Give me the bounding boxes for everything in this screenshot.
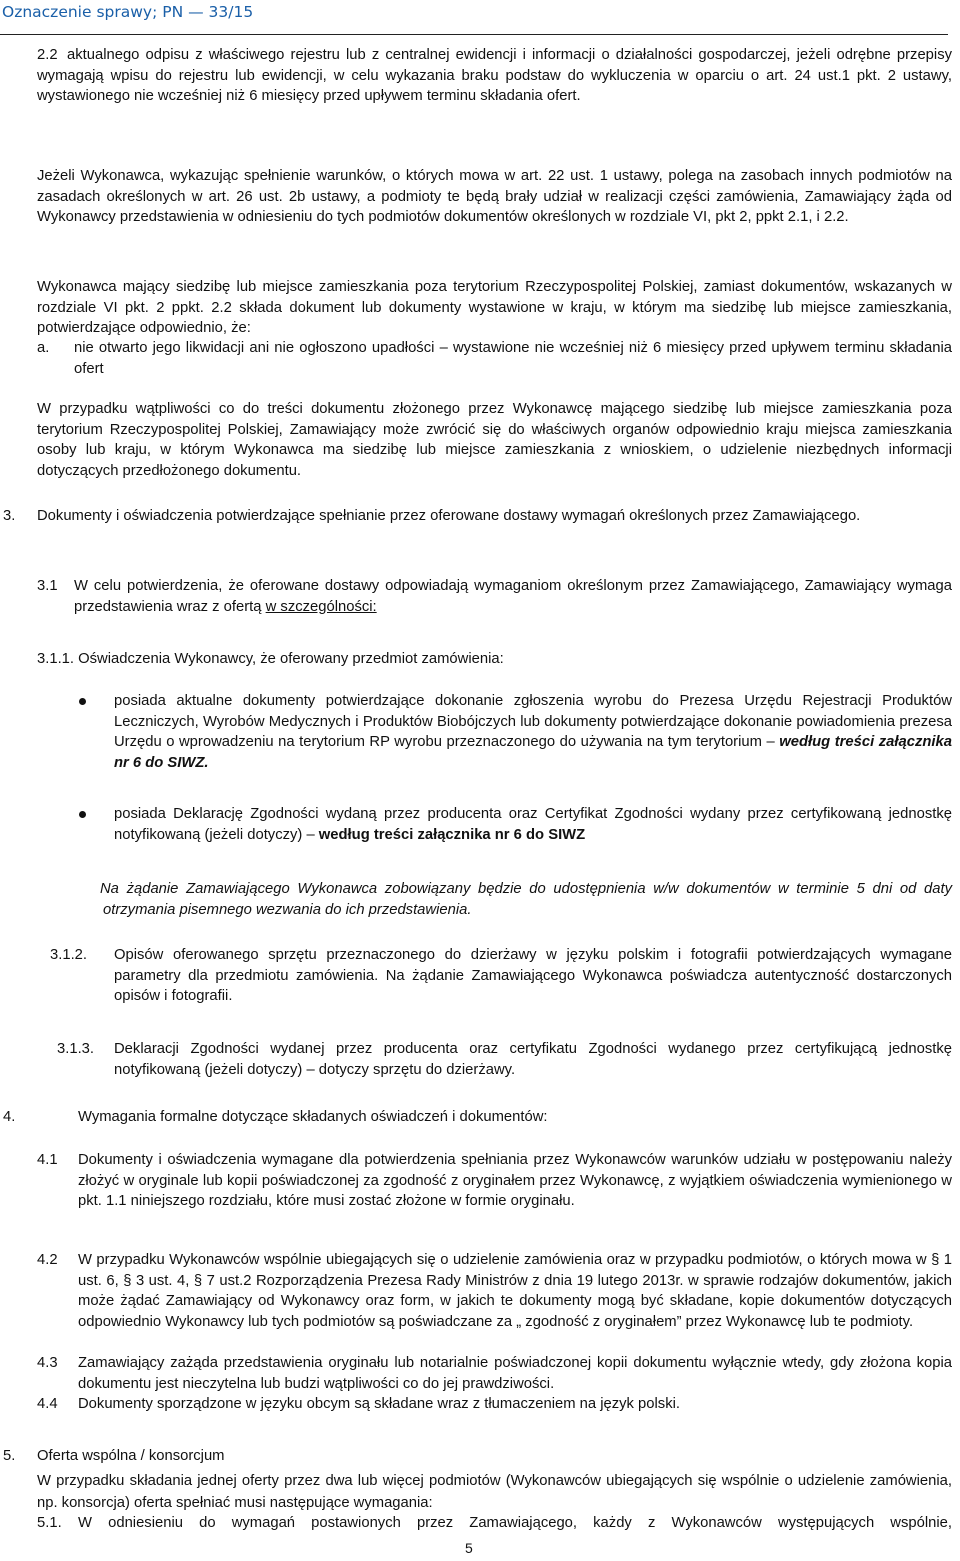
paragraph-3-1-text: W celu potwierdzenia, że oferowane dostawy odpowiadają wymaganiom określonym przez Zamawiającego, Zamawiający wymaga przedstawienia wraz z ofertą xyxy=(74,578,952,615)
case-reference: Oznaczenie sprawy; PN — 33/15 xyxy=(2,3,254,21)
paragraph-2-2: aktualnego odpisu z właściwego rejestru lub z centralnej ewidencji i informacji o działalności gospodarczej, jeżeli odrębne przepisy wymagają wpisu do rejestru lub ewidencji, w celu wykazania braku podstaw do wykluczenia w oparciu o art. 24 ust.1 pkt. 2 ustawy, wystawionego nie wcześniej niż 6 miesięcy przed upływem terminu składania ofert. xyxy=(37,47,952,104)
paragraph-4-3: Zamawiający zażąda przedstawienia oryginału lub notarialnie poświadczonej kopii dokumentu wyłącznie wtedy, gdy złożona kopia dokumentu jest nieczytelna lub budzi wątpliwości co do jej prawdziwości. xyxy=(78,1355,952,1392)
bullet-item-declaration-emphasis: według treści załącznika nr 6 do SIWZ xyxy=(318,826,586,843)
bullet-item-declaration xyxy=(114,804,952,845)
bullet-item-declaration-text: posiada Deklarację Zgodności wydaną przez producenta oraz Certyfikat Zgodności wydany przez certyfikowaną jednostkę notyfikowaną (jeżeli dotyczy) – xyxy=(114,806,952,843)
item-number-3-1-3: 3.1.3. xyxy=(57,1041,95,1057)
paragraph-4-2: W przypadku Wykonawców wspólnie ubiegających się o udzielenie zamówienia oraz w przypadku podmiotów, o których mowa w § 1 ust. 6, § 3 ust. 4, § 7 ust.2 Rozporządzenia Prezesa Rady Ministrów z dnia 19 lutego 2013r. w sprawie rodzajów dokumentów, jakich może żądać Zamawiający od Wykonawcy oraz form, w jakich te dokumenty mogą być składane, kopie dokumentów dotyczących odpowiednio Wykonawcy lub tych podmiotów są poświadczane za „ zgodność z oryginałem” przez Wykonawcę lub te podmioty. xyxy=(78,1252,952,1330)
bullet-icon xyxy=(79,811,86,818)
paragraph-4-4: Dokumenty sporządzone w języku obcym są składane wraz z tłumaczeniem na język polski. xyxy=(78,1396,680,1412)
item-number-3-1: 3.1 xyxy=(37,578,58,594)
note-on-request: Na żądanie Zamawiającego Wykonawca zobowiązany będzie do udostępnienia w/w dokumentów w terminie 5 dni od daty otrzymania pisemnego wezwania do ich przedstawienia. xyxy=(100,881,952,918)
paragraph-doubts: W przypadku wątpliwości co do treści dokumentu złożonego przez Wykonawcę mającego siedzibę lub miejsce zamieszkania poza terytorium Rzeczypospolitej Polskiej, Zamawiający może zwrócić się do właściwych organów odpowiednio kraju miejsca zamieszkania osoby lub kraju, w którym Wykonawca ma siedzibę lub miejsce zamieszkania z wnioskiem, o udzielenie niezbędnych informacji dotyczących przedłożonego dokumentu. xyxy=(37,401,952,479)
page-header xyxy=(0,0,960,36)
bullet-item-registration xyxy=(114,691,952,773)
item-number-3-1-2: 3.1.2. xyxy=(50,947,88,963)
section-heading-4: Wymagania formalne dotyczące składanych oświadczeń i dokumentów: xyxy=(78,1109,548,1125)
section-number-3: 3. xyxy=(3,508,16,524)
paragraph-3-1 xyxy=(74,576,952,617)
paragraph-3-1-3: Deklaracji Zgodności wydanej przez producenta oraz certyfikatu Zgodności wydanego przez certyfikującą jednostkę notyfikowaną (jeżeli dotyczy) – dotyczy sprzętu do dzierżawy. xyxy=(114,1041,952,1078)
paragraph-foreign-contractor: Wykonawca mający siedzibę lub miejsce zamieszkania poza terytorium Rzeczypospolitej Polskiej, zamiast dokumentów, wskazanych w rozdziale VI pkt. 2 ppkt. 2.2 składa dokument lub dokumenty wystawione w kraju, w którym ma siedzibę lub miejsce zamieszkania, potwierdzające odpowiednio, że: xyxy=(37,279,952,336)
item-number-4-4: 4.4 xyxy=(37,1396,58,1412)
item-number-2-2: 2.2 xyxy=(37,47,58,63)
paragraph-3-1-2: Opisów oferowanego sprzętu przeznaczonego do dzierżawy w języku polskim i fotografii potwierdzających wymagane parametry dla przedmiotu zamówienia. Na żądanie Zamawiającego Wykonawca poświadcza autentyczność dostarczonych opisów i fotografii. xyxy=(114,947,952,1004)
bullet-icon xyxy=(79,698,86,705)
section-number-5: 5. xyxy=(3,1448,16,1464)
section-heading-3: Dokumenty i oświadczenia potwierdzające spełnianie przez oferowane dostawy wymagań określonych przez Zamawiającego. xyxy=(37,508,861,524)
item-number-4-1: 4.1 xyxy=(37,1152,58,1168)
bullet-item-registration-text: posiada aktualne dokumenty potwierdzające dokonanie zgłoszenia wyrobu do Prezesa Urzędu Rejestracji Produktów Leczniczych, Wyrobów Medycznych i Produktów Biobójczych lub dokumenty potwierdzające dokonanie powiadomienia prezesa Urzędu o wprowadzeniu na terytorium RP wyrobu przeznaczonego do używania na tym terytorium – xyxy=(114,693,952,750)
paragraph-5-1: W odniesieniu do wymagań postawionych przez Zamawiającego, każdy z Wykonawców występujących wspólnie, xyxy=(78,1515,952,1531)
item-3-1-1: 3.1.1. Oświadczenia Wykonawcy, że oferowany przedmiot zamówienia: xyxy=(37,651,504,667)
item-number-4-3: 4.3 xyxy=(37,1355,58,1371)
paragraph-4-1: Dokumenty i oświadczenia wymagane dla potwierdzenia spełniania przez Wykonawców warunków udziału w postępowaniu należy złożyć w oryginale lub kopii poświadczonej za zgodność z oryginałem przez Wykonawcę, z wyjątkiem oświadczenia wymienionego w pkt. 1.1 niniejszego rozdziału, które musi zostać złożone w formie oryginału. xyxy=(78,1152,952,1209)
paragraph-a: nie otwarto jego likwidacji ani nie ogłoszono upadłości – wystawione nie wcześniej niż 6 miesięcy przed upływem terminu składania ofert xyxy=(74,340,952,377)
page-number: 5 xyxy=(465,1540,473,1556)
item-number-5-1: 5.1. xyxy=(37,1515,62,1531)
section-heading-5: Oferta wspólna / konsorcjum xyxy=(37,1448,225,1464)
item-letter-a: a. xyxy=(37,340,50,356)
section-number-4: 4. xyxy=(3,1109,16,1125)
header-rule xyxy=(0,34,948,35)
paragraph-5: W przypadku składania jednej oferty przez dwa lub więcej podmiotów (Wykonawców ubiegających się wspólnie o udzielenie zamówienia, np. konsorcja) oferta spełniać musi następujące wymagania: xyxy=(37,1473,952,1511)
paragraph-resources: Jeżeli Wykonawca, wykazując spełnienie warunków, o których mowa w art. 22 ust. 1 ustawy, polega na zasobach innych podmiotów na zasadach określonych w art. 26 ust. 2b ustawy, a podmioty te będą brały udział w realizacji części zamówienia, Zamawiający żąda od Wykonawcy przedstawienia w odniesieniu do tych podmiotów dokumentów określonych w rozdziale VI, pkt 2, ppkt 2.1, i 2.2. xyxy=(37,168,952,225)
bullet-item-registration-emphasis: według treści załącznika nr 6 do SIWZ. xyxy=(114,734,952,771)
item-number-4-2: 4.2 xyxy=(37,1252,58,1268)
paragraph-3-1-underlined: w szczególności: xyxy=(265,598,377,615)
